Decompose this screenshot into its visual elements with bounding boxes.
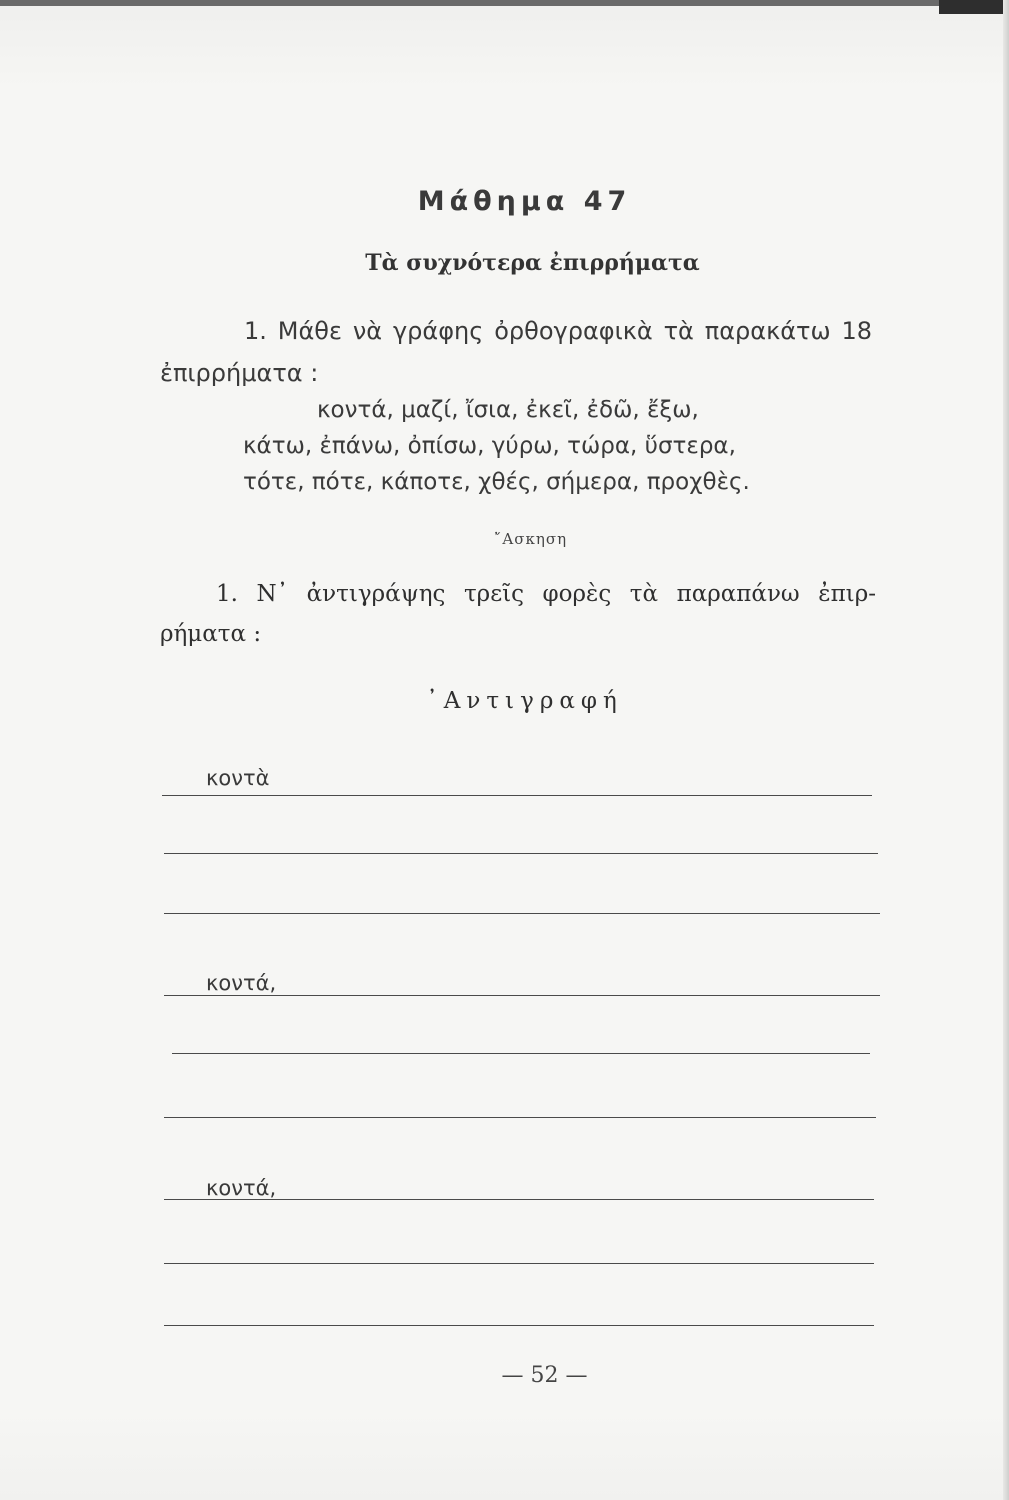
adverb-line-2: κάτω, ἐπάνω, ὀπίσω, γύρω, τώρα, ὕστερα, xyxy=(243,433,736,459)
adverb-line-1: κοντά, μαζί, ἴσια, ἐκεῖ, ἐδῶ, ἔξω, xyxy=(317,397,699,423)
copy-word-1: κοντὰ xyxy=(206,766,270,790)
copy-word-2: κοντά, xyxy=(206,971,277,995)
adverb-line-3: τότε, πότε, κάποτε, χθές, σήμερα, προχθὲς. xyxy=(243,469,750,495)
lesson-title: Μάθημα 47 xyxy=(417,186,632,217)
top-right-scan-shadow xyxy=(939,0,1009,14)
writing-line[interactable] xyxy=(164,1117,876,1118)
copy-word-3: κοντά, xyxy=(206,1176,277,1200)
writing-line[interactable] xyxy=(164,995,880,996)
instruction-line-1: 1. Μάθε νὰ γράφης ὀρθογραφικὰ τὰ παρακάτω 18 xyxy=(244,317,872,345)
writing-line[interactable] xyxy=(164,913,880,914)
exercise-line-2: ρήματα : xyxy=(160,621,262,647)
writing-line[interactable] xyxy=(164,1325,874,1326)
writing-line[interactable] xyxy=(164,1263,874,1264)
exercise-heading: ῎Ασκηση xyxy=(493,530,568,548)
instruction-line-2: ἐπιρρήματα : xyxy=(160,359,319,387)
lesson-subtitle: Τὰ συχνότερα ἐπιρρήματα xyxy=(365,250,700,276)
writing-line[interactable] xyxy=(162,795,872,796)
copy-heading: ᾽Αντιγραφή xyxy=(426,688,623,714)
right-scan-edge xyxy=(1003,0,1009,1500)
exercise-line-1: 1. Ν᾽ ἀντιγράψης τρεῖς φορὲς τὰ παραπάνω ἐπιρ- xyxy=(216,581,876,607)
page-number: — 52 — xyxy=(501,1363,588,1388)
exercise-paragraph xyxy=(160,574,876,654)
writing-line[interactable] xyxy=(164,1199,874,1200)
writing-line[interactable] xyxy=(164,853,878,854)
writing-line[interactable] xyxy=(172,1053,870,1054)
instruction-paragraph xyxy=(160,310,872,394)
top-scan-edge xyxy=(0,0,1009,6)
